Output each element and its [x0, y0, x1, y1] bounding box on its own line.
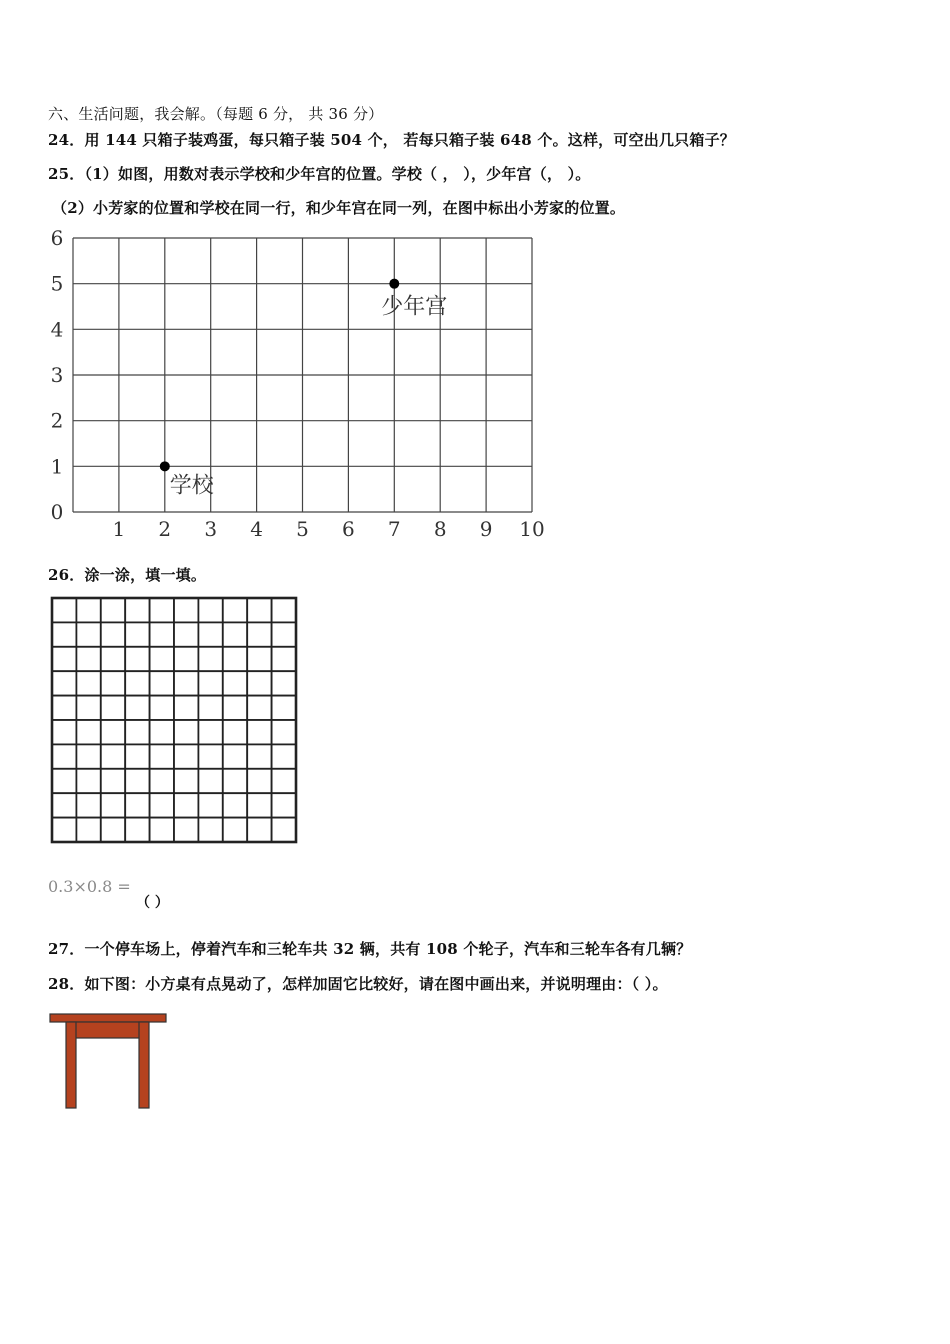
- point-label: 少年宫: [381, 294, 448, 320]
- table-leg-left: [66, 1022, 76, 1108]
- y-tick-label: 5: [50, 271, 64, 296]
- y-tick-label: 6: [50, 226, 64, 250]
- x-tick-label: 8: [433, 517, 447, 541]
- x-tick-label: 4: [250, 517, 263, 541]
- table-apron: [70, 1022, 148, 1038]
- y-tick-label: 1: [50, 454, 64, 479]
- y-tick-label: 2: [50, 408, 64, 433]
- x-tick-label: 6: [342, 517, 355, 541]
- x-tick-label: 3: [204, 517, 218, 541]
- question-25-part-2: （2）小芳家的位置和学校在同一行，和少年宫在同一列，在图中标出小芳家的位置。: [52, 199, 626, 217]
- y-tick-label: 4: [50, 317, 64, 342]
- x-tick-label: 9: [479, 517, 493, 541]
- table-leg-right: [139, 1022, 149, 1108]
- point-label: 学校: [169, 473, 214, 499]
- x-tick-label: 5: [296, 517, 309, 541]
- question-27: 27．一个停车场上，停着汽车和三轮车共 32 辆，共有 108 个轮子，汽车和三轮车各有几辆？: [48, 940, 692, 958]
- y-tick-label: 0: [50, 500, 64, 524]
- question-25-part-1: 25．（1）如图，用数对表示学校和少年宫的位置。学校（ ， ），少年宫（， ）。: [48, 165, 591, 183]
- equation-answer-blank[interactable]: （ ）: [136, 895, 169, 911]
- table-top: [50, 1014, 166, 1022]
- equation-expression: 0.3×0.8 =: [48, 877, 131, 896]
- question-26: 26．涂一涂，填一填。: [48, 566, 207, 584]
- question-24: 24．用 144 只箱子装鸡蛋，每只箱子装 504 个， 若每只箱子装 648 个。这样，可空出几只箱子？: [48, 131, 735, 149]
- x-tick-label: 7: [387, 517, 401, 541]
- x-tick-label: 10: [519, 517, 545, 541]
- x-tick-label: 1: [112, 517, 126, 541]
- section-title: 六、生活问题，我会解。（每题 6 分， 共 36 分）: [48, 105, 384, 123]
- x-tick-label: 2: [158, 517, 172, 541]
- y-tick-label: 3: [50, 363, 64, 387]
- question-28: 28．如下图：小方桌有点晃动了，怎样加固它比较好，请在图中画出来，并说明理由：（ ）。: [48, 975, 668, 993]
